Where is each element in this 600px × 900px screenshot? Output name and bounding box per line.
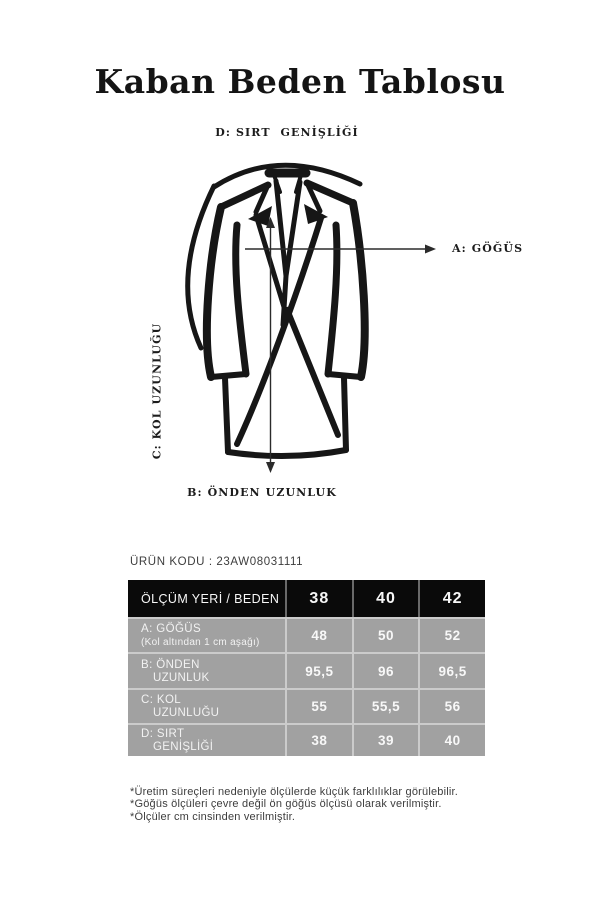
coat-left-sleeve-outer: [207, 207, 221, 377]
row-label-chest: [128, 617, 285, 652]
footnotes: [130, 786, 458, 823]
coat-right-sleeve-inner: [328, 225, 337, 374]
cell-value: 96,5: [418, 652, 485, 688]
cell-value: 50: [352, 617, 419, 652]
coat-left-sleeve-inner: [236, 225, 246, 374]
cell-value: 39: [352, 723, 419, 756]
header-size-42: 42: [418, 580, 485, 617]
coat-front-overlap-edge: [237, 218, 321, 444]
row-label-line1: D: SIRT: [141, 728, 185, 740]
row-label-line2: UZUNLUĞU: [153, 707, 220, 719]
cell-value: 52: [418, 617, 485, 652]
coat-measurement-diagram: [0, 118, 600, 510]
cell-value: 38: [285, 723, 352, 756]
coat-hem: [228, 450, 346, 456]
coat-left-cuff: [211, 374, 246, 377]
header-size-38: 38: [285, 580, 352, 617]
row-label-front-length: [128, 652, 285, 688]
coat-button: [284, 307, 292, 315]
footnote-line: *Göğüs ölçüleri çevre değil ön göğüs ölçüsü olarak verilmiştir.: [130, 798, 442, 811]
cell-value: 40: [418, 723, 485, 756]
coat-right-side: [344, 378, 346, 450]
coat-right-sleeve-outer: [353, 203, 365, 377]
cell-value: 48: [285, 617, 352, 652]
size-table: [128, 580, 485, 756]
label-sleeve-length: C: KOL UZUNLUĞU: [150, 322, 164, 460]
arrowhead-right-icon: [425, 245, 436, 254]
row-label-line1: A: GÖĞÜS: [141, 623, 202, 635]
product-code: ÜRÜN KODU : 23AW08031111: [130, 556, 304, 568]
row-label-sleeve-length: [128, 688, 285, 723]
row-label-line2: UZUNLUK: [153, 671, 210, 684]
label-chest: A: GÖĞÜS: [452, 242, 524, 255]
row-label-back-width: [128, 723, 285, 756]
coat-left-side: [225, 378, 228, 452]
cell-value: 96: [352, 652, 419, 688]
label-back-width: D: SIRT GENİŞLİĞİ: [215, 126, 359, 139]
coat-illustration: [0, 118, 600, 510]
cell-value: 55: [285, 688, 352, 723]
page-title: Kaban Beden Tablosu: [94, 62, 506, 101]
cell-value: 56: [418, 688, 485, 723]
row-label-line2: (Kol altından 1 cm aşağı): [141, 637, 260, 648]
arrowhead-down-icon: [266, 462, 275, 473]
footnote-line: *Üretim süreçleri nedeniyle ölçülerde küçük farklılıklar görülebilir.: [130, 786, 459, 798]
row-label-line1: C: KOL: [141, 694, 182, 706]
header-size-40: 40: [352, 580, 419, 617]
coat-lapel-v-right: [286, 182, 300, 276]
cell-value: 95,5: [285, 652, 352, 688]
cell-value: 55,5: [352, 688, 419, 723]
header-measure-label: ÖLÇÜM YERİ / BEDEN: [128, 580, 285, 617]
label-front-length: B: ÖNDEN UZUNLUK: [187, 486, 337, 499]
row-label-line2: GENİŞLİĞİ: [153, 741, 214, 753]
row-label-line1: B: ÖNDEN: [141, 658, 200, 671]
footnote-line: *Ölçüler cm cinsinden verilmiştir.: [130, 810, 296, 823]
